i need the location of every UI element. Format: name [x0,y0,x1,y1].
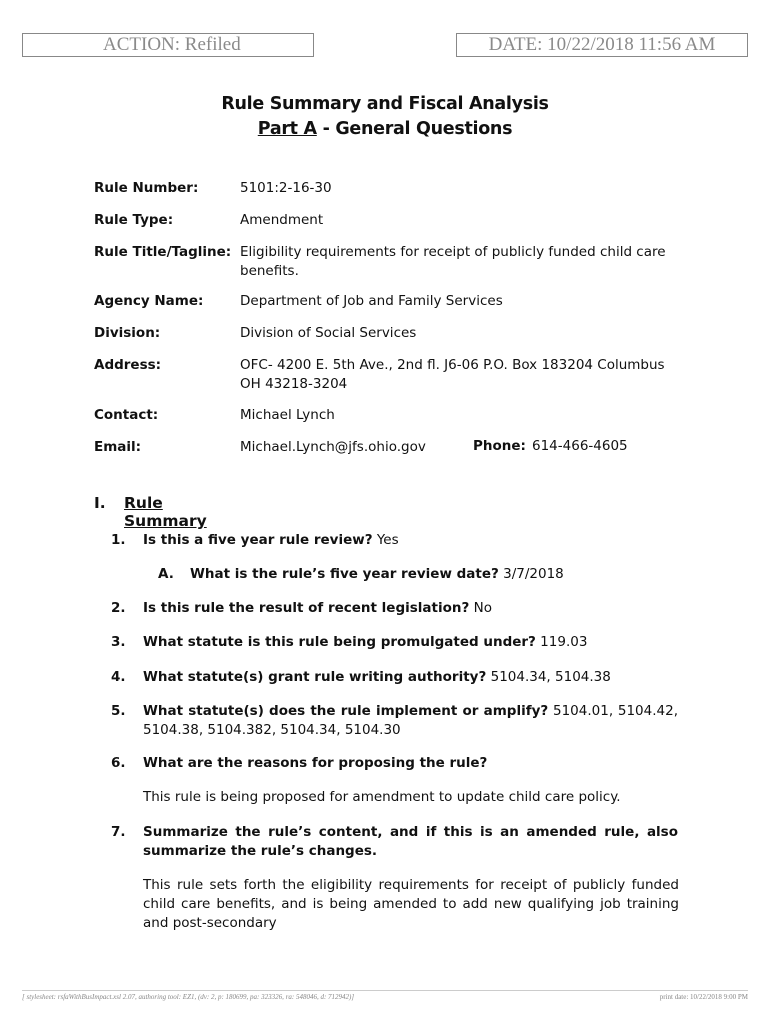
question-2-text: Is this rule the result of recent legislation? [143,600,470,616]
part-label: Part A [257,119,317,139]
question-3-answer: 119.03 [535,634,588,650]
question-4-number: 4. [111,669,126,685]
rule-type-label: Rule Type: [94,212,174,228]
email-label: Email: [94,439,142,455]
question-5-answer: 5104.01, 5104.42, 5104.38, 5104.382, 5104.34, 5104.30 [143,703,678,738]
rule-number-label: Rule Number: [94,180,199,196]
question-1a-answer: 3/7/2018 [498,566,564,582]
division-label: Division: [94,325,161,341]
footer-print-date: print date: 10/22/2018 9:00 PM [659,993,748,1001]
agency-value: Department of Job and Family Services [240,293,503,309]
title-line-1: Rule Summary and Fiscal Analysis [221,94,549,114]
question-7-text: Summarize the rule’s content, and if this is an amended rule, also summarize the rule’s changes. [143,824,678,859]
rule-type-value: Amendment [240,212,324,228]
question-1-answer: Yes [372,532,399,548]
question-1a-number: A. [158,566,174,582]
question-5-text: What statute(s) does the rule implement or amplify? [143,703,549,719]
date-stamp: DATE: 10/22/2018 11:56 AM [456,33,748,57]
question-1-text: Is this a five year rule review? [143,532,373,548]
action-stamp: ACTION: Refiled [22,33,314,57]
phone-label: Phone: [473,438,526,454]
question-4-answer: 5104.34, 5104.38 [486,669,611,685]
title-line-2 [0,117,770,142]
phone-value: 614-466-4605 [532,438,628,454]
footer-divider [22,990,748,991]
contact-label: Contact: [94,407,159,423]
division-value: Division of Social Services [240,325,417,341]
question-2-answer: No [469,600,492,616]
question-5-number: 5. [111,703,126,719]
address-label: Address: [94,357,162,373]
email-value: Michael.Lynch@jfs.ohio.gov [240,439,426,455]
footer-stylesheet-info: [ stylesheet: rsfaWithBusImpact.xsl 2.07, authoring tool: EZ1, (dv: 2, p: 180699, pa: 323326, ra: 548046, d: 712942)] [22,993,355,1001]
document-title [0,92,770,142]
rule-number-value: 5101:2-16-30 [240,180,332,196]
question-4-text: What statute(s) grant rule writing authority? [143,669,487,685]
question-7-answer: This rule sets forth the eligibility requirements for receipt of publicly funded child care benefits, and is being amended to add new qualifying job training and post-secondary [143,877,679,931]
contact-value: Michael Lynch [240,407,335,423]
rule-title-label: Rule Title/Tagline: [94,244,232,260]
question-7-number: 7. [111,824,126,840]
question-2-number: 2. [111,600,126,616]
rule-title-value: Eligibility requirements for receipt of publicly funded child care benefits. [240,244,666,279]
title-line-2-rest: - General Questions [316,119,513,139]
question-6-answer: This rule is being proposed for amendment to update child care policy. [143,789,621,805]
question-6-number: 6. [111,755,126,771]
question-1a-text: What is the rule’s five year review date? [190,566,499,582]
agency-label: Agency Name: [94,293,204,309]
question-3-text: What statute is this rule being promulgated under? [143,634,536,650]
section-number: I. [94,494,106,512]
section-title: Rule Summary [124,494,207,530]
question-1-number: 1. [111,532,126,548]
address-value: OFC- 4200 E. 5th Ave., 2nd fl. J6-06 P.O. Box 183204 Columbus OH 43218-3204 [240,357,665,392]
question-6-text: What are the reasons for proposing the rule? [143,755,488,771]
question-3-number: 3. [111,634,126,650]
